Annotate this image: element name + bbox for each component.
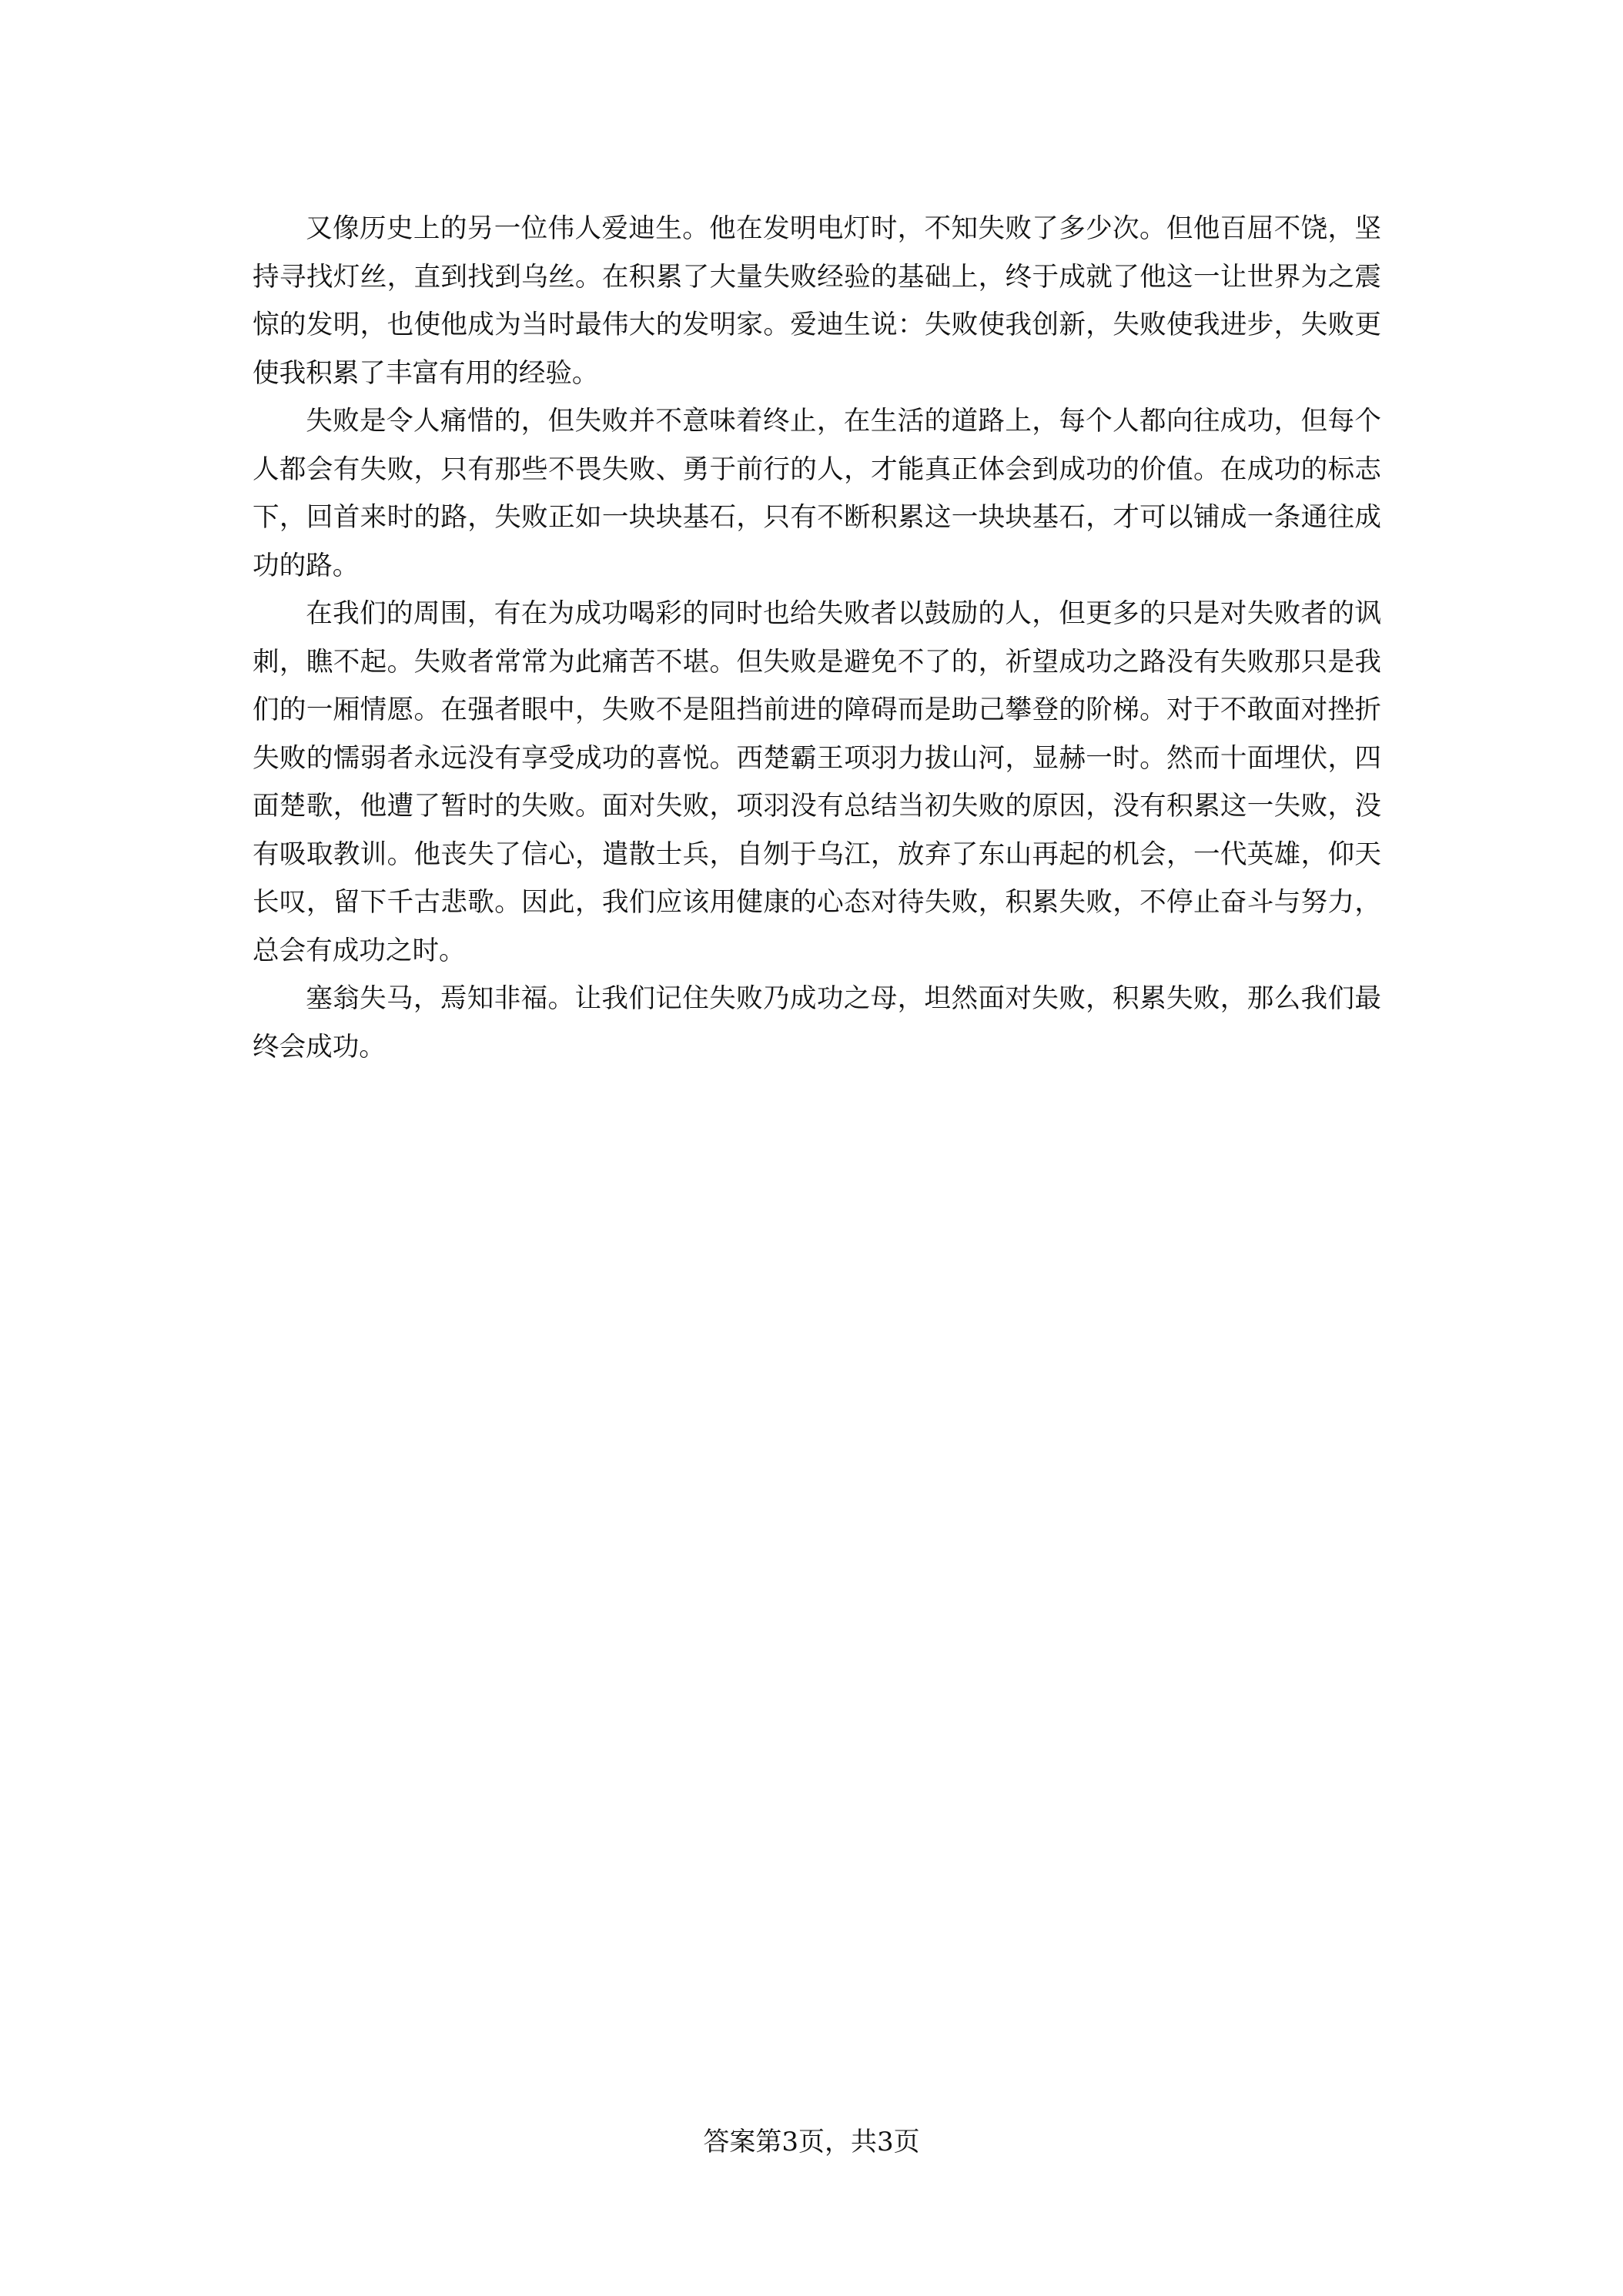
essay-body: [253, 205, 1381, 1071]
paragraph-edison: 又像历史上的另一位伟人爱迪生。他在发明电灯时，不知失败了多少次。但他百屈不饶，坚持寻找灯丝，直到找到乌丝。在积累了大量失败经验的基础上，终于成就了他这一让世界为之震惊的发明，也使他成为当时最伟大的发明家。爱迪生说：失败使我创新，失败使我进步，失败更使我积累了丰富有用的经验。: [253, 213, 1381, 389]
paragraph-xiang-yu: 在我们的周围，有在为成功喝彩的同时也给失败者以鼓励的人，但更多的只是对失败者的讽刺，瞧不起。失败者常常为此痛苦不堪。但失败是避免不了的，祈望成功之路没有失败那只是我们的一厢情愿。在强者眼中，失败不是阻挡前进的障碍而是助己攀登的阶梯。对于不敢面对挫折失败的懦弱者永远没有享受成功的喜悦。西楚霸王项羽力拔山河，显赫一时。然而十面埋伏，四面楚歌，他遭了暂时的失败。面对失败，项羽没有总结当初失败的原因，没有积累这一失败，没有吸取教训。他丧失了信心，遣散士兵，自刎于乌江，放弃了东山再起的机会，一代英雄，仰天长叹，留下千古悲歌。因此，我们应该用健康的心态对待失败，积累失败，不停止奋斗与努力，总会有成功之时。: [253, 598, 1381, 966]
paragraph-failure-value: 失败是令人痛惜的，但失败并不意味着终止，在生活的道路上，每个人都向往成功，但每个人都会有失败，只有那些不畏失败、勇于前行的人，才能真正体会到成功的价值。在成功的标志下，回首来时的路，失败正如一块块基石，只有不断积累这一块块基石，才可以铺成一条通往成功的路。: [253, 406, 1381, 581]
page-footer: 答案第3页，共3页: [703, 2127, 920, 2157]
paragraph-conclusion: 塞翁失马，焉知非福。让我们记住失败乃成功之母，坦然面对失败，积累失败，那么我们最终会成功。: [253, 983, 1381, 1063]
